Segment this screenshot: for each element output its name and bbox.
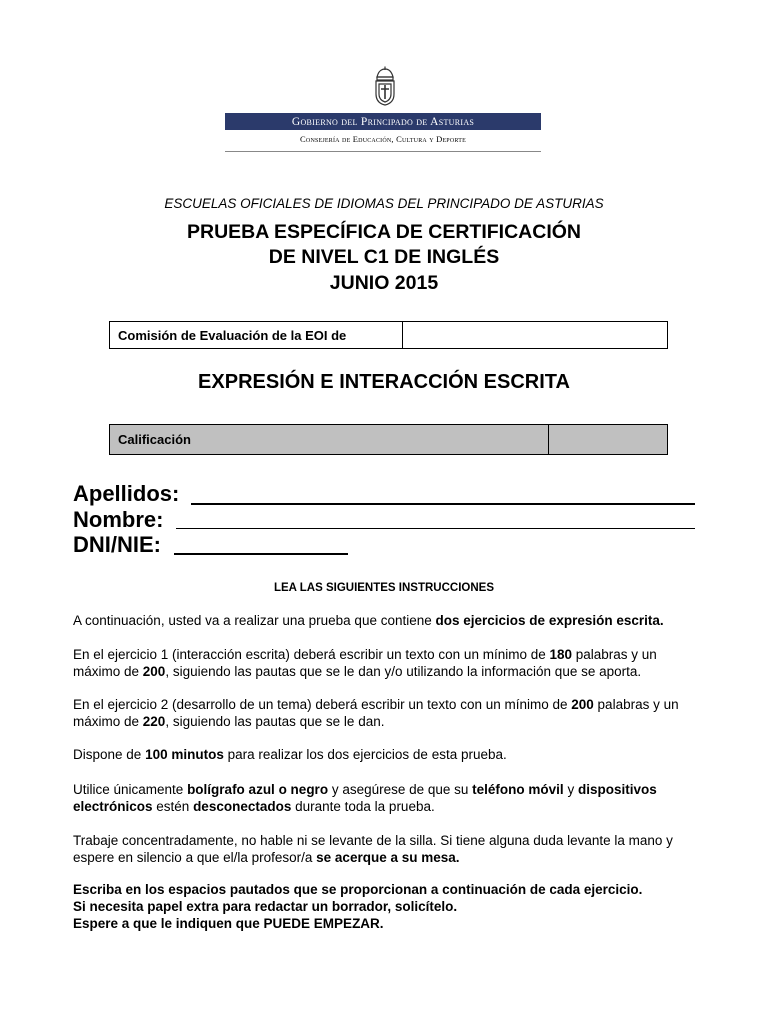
instruction-paragraph-6	[73, 832, 697, 866]
instruction-emphasis: teléfono móvil	[472, 782, 564, 797]
exam-title-line1: PRUEBA ESPECÍFICA DE CERTIFICACIÓN	[187, 221, 581, 243]
instruction-paragraph-1	[73, 612, 697, 629]
instruction-text: Trabaje concentradamente, no hable ni se levante de la silla. Si tiene alguna duda levante la mano y espere en silencio a que el/la profesor/a	[73, 833, 673, 865]
section-title: EXPRESIÓN E INTERACCIÓN ESCRITA	[198, 371, 570, 393]
government-banner-text: Gobierno del Principado de Asturias	[291, 115, 475, 128]
instruction-line: Escriba en los espacios pautados que se proporcionan a continuación de cada ejercicio.	[73, 882, 643, 897]
instruction-text: palabras y un máximo de	[73, 647, 657, 679]
instruction-emphasis: 100 minutos	[145, 747, 224, 762]
government-banner	[225, 113, 541, 130]
instruction-line: Si necesita papel extra para redactar un borrador, solicítelo.	[73, 899, 458, 914]
dni-field[interactable]	[174, 553, 348, 555]
instruction-paragraph-7	[73, 881, 697, 932]
apellidos-field[interactable]	[191, 503, 695, 505]
comision-table	[109, 321, 668, 349]
instruction-emphasis: 220	[142, 714, 166, 729]
calificacion-label: Calificación	[110, 425, 549, 455]
instruction-emphasis: 180	[549, 647, 573, 662]
instructions-heading: LEA LAS SIGUIENTES INSTRUCCIONES	[273, 582, 494, 594]
instruction-paragraph-5	[73, 781, 697, 815]
instruction-emphasis: dispositivos electrónicos	[73, 782, 657, 814]
instruction-text: Dispone de	[73, 747, 146, 762]
instruction-text: , siguiendo las pautas que se le dan.	[165, 714, 385, 729]
instruction-text: y	[563, 782, 578, 797]
instruction-text: Utilice únicamente	[73, 782, 188, 797]
consejeria-text: Consejería de Educación, Cultura y Deporte	[300, 134, 466, 144]
apellidos-label: Apellidos:	[73, 481, 180, 506]
calificacion-table	[109, 424, 668, 455]
instruction-paragraph-2	[73, 646, 697, 680]
nombre-field[interactable]	[176, 528, 695, 529]
asturias-crest-icon	[371, 66, 399, 106]
instruction-paragraph-4	[73, 746, 697, 763]
exam-title-line2: DE NIVEL C1 DE INGLÉS	[268, 246, 500, 268]
instruction-text: y asegúrese de que su	[328, 782, 473, 797]
instruction-emphasis: 200	[571, 697, 594, 712]
schools-line: ESCUELAS OFICIALES DE IDIOMAS DEL PRINCIPADO DE ASTURIAS	[164, 196, 604, 211]
instruction-text: palabras y un máximo de	[73, 697, 679, 729]
instruction-line: Espere a que le indiquen que PUEDE EMPEZAR.	[73, 916, 384, 931]
instruction-emphasis: 200	[142, 664, 166, 679]
instruction-text: estén	[152, 799, 194, 814]
instruction-text: para realizar los dos ejercicios de esta prueba.	[223, 747, 507, 762]
instruction-emphasis: se acerque a su mesa.	[316, 850, 460, 865]
instruction-text: durante toda la prueba.	[291, 799, 435, 814]
instruction-text: En el ejercicio 2 (desarrollo de un tema) deberá escribir un texto con un mínimo de	[73, 697, 572, 712]
instruction-emphasis: dos ejercicios de expresión escrita.	[435, 613, 664, 628]
instruction-text: A continuación, usted va a realizar una prueba que contiene	[73, 613, 436, 628]
logo-divider	[225, 151, 541, 152]
instruction-text: , siguiendo las pautas que se le dan y/o utilizando la información que se aporta.	[165, 664, 642, 679]
instruction-emphasis: bolígrafo azul o negro	[187, 782, 329, 797]
exam-date: JUNIO 2015	[329, 272, 439, 294]
instruction-emphasis: desconectados	[193, 799, 292, 814]
instruction-paragraph-3	[73, 696, 697, 730]
nombre-label: Nombre:	[73, 507, 164, 532]
comision-label: Comisión de Evaluación de la EOI de	[110, 322, 403, 349]
dni-label: DNI/NIE:	[73, 532, 161, 557]
calificacion-value-cell[interactable]	[549, 425, 668, 455]
comision-value-cell[interactable]	[403, 322, 668, 349]
instruction-text: En el ejercicio 1 (interacción escrita) deberá escribir un texto con un mínimo de	[73, 647, 550, 662]
